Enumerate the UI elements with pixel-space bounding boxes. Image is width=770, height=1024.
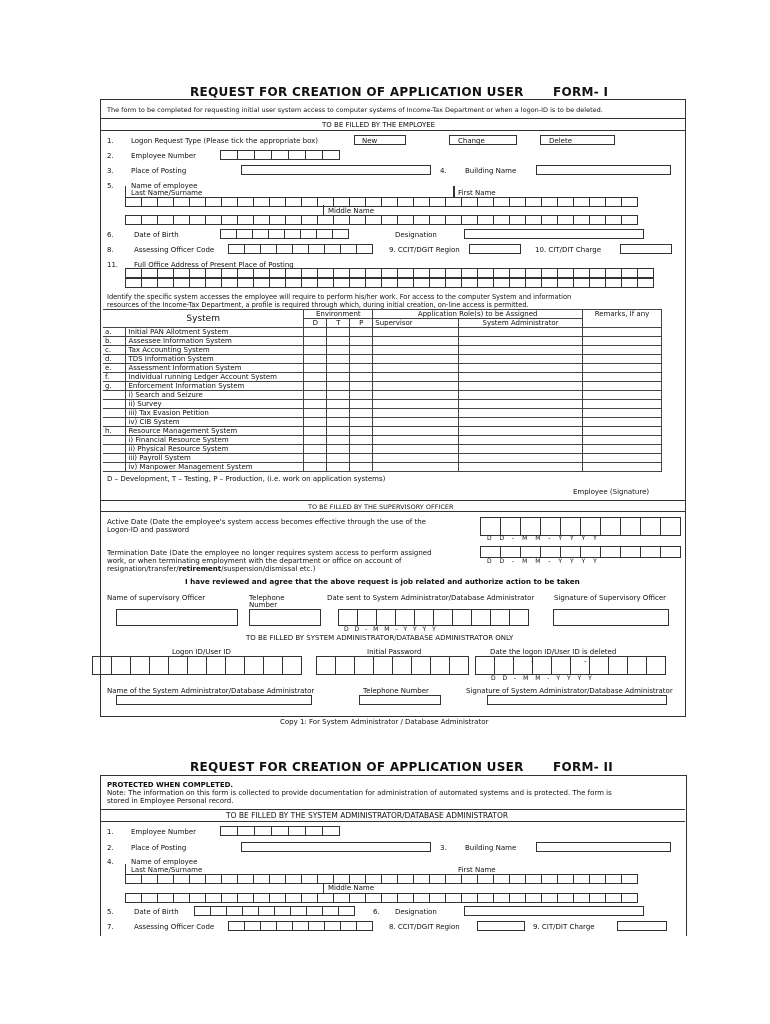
form1-number: FORM- I (553, 85, 609, 99)
env-p-cell[interactable] (350, 427, 373, 436)
sysadmin-cell[interactable] (459, 373, 583, 382)
termination-text-3b: retirement (178, 565, 222, 573)
form2-cit-label: 9. CIT/DIT Charge (533, 923, 595, 931)
f3-num: 3. (107, 167, 114, 175)
termination-date-cells[interactable] (480, 546, 681, 558)
form2-designation-input[interactable] (464, 906, 644, 916)
date-deleted-label: Date the logon ID/User ID is deleted (490, 648, 617, 656)
new-option-label: New (362, 137, 378, 145)
sysadmin-cell[interactable] (459, 355, 583, 364)
form2-designation-label: Designation (395, 908, 437, 916)
form2-ao-code-cells[interactable] (228, 921, 373, 931)
system-letter (103, 409, 126, 418)
system-name: i) Financial Resource System (126, 436, 304, 445)
supervisor-signature-box[interactable] (553, 609, 669, 626)
env-p-cell[interactable] (350, 454, 373, 463)
system-row (103, 364, 662, 373)
supervisor-phone-input[interactable] (249, 609, 321, 626)
form2-building-input[interactable] (536, 842, 671, 852)
termination-date-format: D D - M M - Y Y Y Y (487, 558, 597, 565)
form2-middle-name-label: Middle Name (328, 884, 374, 892)
env-t-cell[interactable] (327, 436, 350, 445)
env-p-cell[interactable] (350, 409, 373, 418)
sysadmin-cell[interactable] (459, 328, 583, 337)
system-col-header: System (103, 310, 304, 328)
env-d-cell[interactable] (304, 445, 327, 454)
form2-place-input[interactable] (241, 842, 431, 852)
place-of-posting-label: Place of Posting (131, 167, 187, 175)
date-of-birth-label: Date of Birth (134, 231, 179, 239)
system-letter: b. (103, 337, 126, 346)
system-name: Tax Accounting System (126, 346, 304, 355)
f2-4-num: 4. (107, 858, 114, 866)
supervisor-name-input[interactable] (116, 609, 238, 626)
change-option-label: Change (458, 137, 485, 145)
system-row (103, 328, 662, 337)
env-t-cell[interactable] (327, 382, 350, 391)
sysadmin-cell[interactable] (459, 382, 583, 391)
termination-text-1: Termination Date (Date the employee no longer requires system access to perform assigned (107, 549, 432, 557)
employee-signature-label: Employee (Signature) (573, 488, 650, 496)
system-access-table (103, 309, 662, 472)
system-letter: c. (103, 346, 126, 355)
env-p-cell[interactable] (350, 328, 373, 337)
protected-label: PROTECTED WHEN COMPLETED. (107, 781, 234, 789)
sysadmin-cell[interactable] (459, 445, 583, 454)
copy-note: Copy 1: For System Administrator / Database Administrator (280, 718, 489, 726)
form2-last-name-cells[interactable] (125, 874, 638, 884)
env-p-cell[interactable] (350, 364, 373, 373)
system-row (103, 418, 662, 427)
env-d-cell[interactable] (304, 418, 327, 427)
env-d-cell[interactable] (304, 373, 327, 382)
system-letter (103, 418, 126, 427)
env-d-header: D (304, 319, 327, 328)
date-sent-label: Date sent to System Administrator/Database Administrator (327, 594, 535, 602)
env-d-cell[interactable] (304, 463, 327, 472)
form2-number: FORM- II (553, 760, 614, 774)
env-p-cell[interactable] (350, 382, 373, 391)
system-name: iv) CIB System (126, 418, 304, 427)
form2-name-label: Name of employee (131, 858, 198, 866)
system-row (103, 400, 662, 409)
env-t-cell[interactable] (327, 328, 350, 337)
remarks-cell[interactable] (583, 328, 662, 337)
date-deleted-format: D D - M M - Y Y Y Y (491, 675, 592, 682)
f5-num: 5. (107, 182, 114, 190)
system-row (103, 355, 662, 364)
env-t-cell[interactable] (327, 409, 350, 418)
form2-cit-input[interactable] (617, 921, 667, 931)
sysadmin-cell[interactable] (459, 427, 583, 436)
system-name: ii) Physical Resource System (126, 445, 304, 454)
employee-number-label: Employee Number (131, 152, 197, 160)
admin-name-label: Name of the System Administrator/Database Administrator (107, 687, 315, 695)
termination-text-3a: resignation/transfer/ (107, 565, 179, 573)
supervisor-name-label: Name of supervisory Officer (107, 594, 206, 602)
admin-name-input[interactable] (116, 695, 312, 705)
system-letter (103, 400, 126, 409)
initial-password-cells[interactable] (316, 656, 469, 675)
system-row (103, 463, 662, 472)
system-row (103, 409, 662, 418)
employee-name-label: Name of employee (131, 182, 198, 190)
first-name-label: First Name (458, 189, 496, 197)
system-letter: d. (103, 355, 126, 364)
env-p-cell[interactable] (350, 436, 373, 445)
env-d-cell[interactable] (304, 409, 327, 418)
system-name: ii) Survey (126, 400, 304, 409)
designation-label: Designation (395, 231, 437, 239)
env-p-cell[interactable] (350, 418, 373, 427)
env-t-header: T (327, 319, 350, 328)
sysadmin-cell[interactable] (459, 400, 583, 409)
cit-charge-input[interactable] (620, 244, 672, 254)
designation-input[interactable] (464, 229, 644, 239)
env-d-cell[interactable] (304, 337, 327, 346)
remarks-cell[interactable] (583, 382, 662, 391)
date-deleted-dash-1: - (531, 658, 534, 666)
sysadmin-cell[interactable] (459, 454, 583, 463)
env-d-cell[interactable] (304, 436, 327, 445)
active-date-format: D D - M M - Y Y Y Y (487, 535, 597, 542)
remarks-cell[interactable] (583, 373, 662, 382)
logon-id-cells[interactable] (92, 656, 302, 675)
supervisor-cell[interactable] (373, 400, 459, 409)
remarks-cell[interactable] (583, 364, 662, 373)
remarks-cell[interactable] (583, 418, 662, 427)
system-name: Individual running Ledger Account System (126, 373, 304, 382)
env-t-cell[interactable] (327, 355, 350, 364)
system-letter: g. (103, 382, 126, 391)
supervisor-cell[interactable] (373, 373, 459, 382)
form2-first-name-label: First Name (458, 866, 496, 874)
supervisor-phone-label-2: Number (249, 601, 278, 609)
environment-col-header: Environment (304, 310, 373, 319)
assessing-officer-code-label: Assessing Officer Code (134, 246, 215, 254)
system-letter (103, 454, 126, 463)
assessing-officer-code-cells[interactable] (228, 244, 373, 254)
system-letter (103, 391, 126, 400)
last-name-cells[interactable] (125, 197, 638, 207)
form2-dob-label: Date of Birth (134, 908, 179, 916)
env-t-cell[interactable] (327, 373, 350, 382)
system-name: iii) Payroll System (126, 454, 304, 463)
office-address-cells-2[interactable] (125, 278, 654, 288)
form2-employee-number-label: Employee Number (131, 828, 197, 836)
building-name-input[interactable] (536, 165, 671, 175)
f2-3-num: 3. (440, 844, 447, 852)
logon-request-type-label: Logon Request Type (Please tick the appropriate box) (131, 137, 319, 145)
supervisor-cell[interactable] (373, 355, 459, 364)
env-d-cell[interactable] (304, 346, 327, 355)
supervisor-cell[interactable] (373, 346, 459, 355)
system-name: Assessment Information System (126, 364, 304, 373)
f4-num: 4. (440, 167, 447, 175)
form2-last-name-label: Last Name/Surname (131, 866, 203, 874)
system-row (103, 373, 662, 382)
env-p-cell[interactable] (350, 445, 373, 454)
form1-intro: The form to be completed for requesting initial user system access to computer systems of Income-Tax Department or when a logon-ID is to be deleted. (107, 106, 603, 114)
system-letter: a. (103, 328, 126, 337)
office-address-cells-1[interactable] (125, 268, 654, 278)
last-name-label: Last Name/Surname (131, 189, 203, 197)
sysadmin-cell[interactable] (459, 463, 583, 472)
f2-6-num: 6. (373, 908, 380, 916)
system-name: Assessee Information System (126, 337, 304, 346)
env-p-cell[interactable] (350, 355, 373, 364)
roles-col-header: Application Role(s) to be Assigned (373, 310, 583, 319)
admin-section-header: TO BE FILLED BY SYSTEM ADMINISTRATOR/DATABASE ADMINISTRATOR ONLY (246, 634, 514, 642)
form2-admin-header: TO BE FILLED BY THE SYSTEM ADMINISTRATOR/DATABASE ADMINISTRATOR (226, 811, 509, 820)
remarks-cell[interactable] (583, 400, 662, 409)
system-row (103, 445, 662, 454)
system-row (103, 382, 662, 391)
sysadmin-cell[interactable] (459, 409, 583, 418)
remarks-cell[interactable] (583, 346, 662, 355)
termination-text-2: work, or when terminating employment with the department or office on account of (107, 557, 402, 565)
supervisor-cell[interactable] (373, 382, 459, 391)
f1-num: 1. (107, 137, 114, 145)
date-deleted-dash-2: - (584, 658, 587, 666)
identify-text-2: resources of the Income-Tax Department, a profile is required through which, during initial creation, on-line access is permitted. (107, 301, 529, 309)
employee-number-cells[interactable] (220, 150, 340, 160)
logon-id-label: Logon ID/User ID (172, 648, 231, 656)
env-d-cell[interactable] (304, 427, 327, 436)
supervisor-cell[interactable] (373, 328, 459, 337)
f6-num: 6. (107, 231, 114, 239)
sysadmin-cell[interactable] (459, 391, 583, 400)
sysadmin-cell[interactable] (459, 337, 583, 346)
env-t-cell[interactable] (327, 364, 350, 373)
env-d-cell[interactable] (304, 364, 327, 373)
env-t-cell[interactable] (327, 463, 350, 472)
form2-employee-number-cells[interactable] (220, 826, 340, 836)
system-row (103, 391, 662, 400)
remarks-cell[interactable] (583, 427, 662, 436)
supervisor-cell[interactable] (373, 364, 459, 373)
env-d-cell[interactable] (304, 382, 327, 391)
supervisor-cell[interactable] (373, 418, 459, 427)
f2-5-num: 5. (107, 908, 114, 916)
system-letter (103, 463, 126, 472)
form2-dob-cells[interactable] (194, 906, 355, 916)
active-date-text-2: Logon-ID and password (107, 526, 190, 534)
form2-building-label: Building Name (465, 844, 517, 852)
termination-text-3 (107, 565, 315, 573)
env-t-cell[interactable] (327, 346, 350, 355)
system-letter: h. (103, 427, 126, 436)
form2-note-2: stored in Employee Personal record. (107, 797, 234, 805)
supervisor-cell[interactable] (373, 463, 459, 472)
env-t-cell[interactable] (327, 337, 350, 346)
sysadmin-cell[interactable] (459, 418, 583, 427)
form2-ao-code-label: Assessing Officer Code (134, 923, 215, 931)
supervisor-cell[interactable] (373, 454, 459, 463)
sysadmin-cell[interactable] (459, 364, 583, 373)
supervisor-phone-label-1: Telephone (249, 594, 285, 602)
supervisor-col-header: Supervisor (373, 319, 459, 328)
form2-title: REQUEST FOR CREATION OF APPLICATION USER (190, 760, 524, 774)
admin-signature-box[interactable] (487, 695, 667, 705)
sysadmin-cell[interactable] (459, 436, 583, 445)
remarks-cell[interactable] (583, 445, 662, 454)
sysadmin-cell[interactable] (459, 346, 583, 355)
env-d-cell[interactable] (304, 355, 327, 364)
cit-charge-label: 10. CIT/DIT Charge (535, 246, 602, 254)
form2-note-1: Note: The information on this form is collected to provide documentation for administration of automated systems and is protected. The form is (107, 789, 612, 797)
system-name: iii) Tax Evasion Petition (126, 409, 304, 418)
supervisor-cell[interactable] (373, 436, 459, 445)
env-p-cell[interactable] (350, 337, 373, 346)
env-t-cell[interactable] (327, 427, 350, 436)
f2-7-num: 7. (107, 923, 114, 931)
active-date-text-1: Active Date (Date the employee's system access becomes effective through the use of the (107, 518, 426, 526)
f2-1-num: 1. (107, 828, 114, 836)
system-row (103, 337, 662, 346)
system-name: Initial PAN Allotment System (126, 328, 304, 337)
system-letter (103, 445, 126, 454)
identify-text-1: Identify the specific system accesses the employee will require to perform his/her work. For access to the computer System and information (107, 293, 572, 301)
env-d-cell[interactable] (304, 328, 327, 337)
f8-num: 8. (107, 246, 114, 254)
remarks-cell[interactable] (583, 409, 662, 418)
supervisor-signature-label: Signature of Supervisory Officer (554, 594, 667, 602)
date-of-birth-cells[interactable] (220, 229, 349, 239)
form1-title: REQUEST FOR CREATION OF APPLICATION USER (190, 85, 524, 99)
env-p-header: P (350, 319, 373, 328)
initial-password-label: Initial Password (367, 648, 422, 656)
remarks-cell[interactable] (583, 463, 662, 472)
form2-ccit-input[interactable] (477, 921, 525, 931)
system-letter: e. (103, 364, 126, 373)
env-p-cell[interactable] (350, 346, 373, 355)
system-letter (103, 436, 126, 445)
form2-place-label: Place of Posting (131, 844, 187, 852)
ccit-region-input[interactable] (469, 244, 521, 254)
remarks-col-header: Remarks, If any (583, 310, 662, 328)
system-row (103, 427, 662, 436)
admin-phone-input[interactable] (359, 695, 441, 705)
env-p-cell[interactable] (350, 373, 373, 382)
env-t-cell[interactable] (327, 454, 350, 463)
system-row (103, 436, 662, 445)
termination-text-3c: /suspension/dismissal etc.) (221, 565, 316, 573)
env-t-cell[interactable] (327, 418, 350, 427)
supervisor-section-header: TO BE FILLED BY THE SUPERVISORY OFFICER (308, 503, 454, 511)
sysadmin-col-header: System Administrator (459, 319, 583, 328)
admin-signature-label: Signature of System Administrator/Database Administrator (466, 687, 673, 695)
env-p-cell[interactable] (350, 400, 373, 409)
active-date-cells[interactable] (480, 517, 681, 536)
remarks-cell[interactable] (583, 337, 662, 346)
env-p-cell[interactable] (350, 463, 373, 472)
env-t-cell[interactable] (327, 391, 350, 400)
f2-2-num: 2. (107, 844, 114, 852)
form2-middle-name-cells[interactable] (125, 893, 638, 903)
remarks-cell[interactable] (583, 391, 662, 400)
supervisor-cell[interactable] (373, 409, 459, 418)
delete-option-label: Delete (549, 137, 572, 145)
system-name: TDS Information System (126, 355, 304, 364)
remarks-cell[interactable] (583, 454, 662, 463)
remarks-cell[interactable] (583, 355, 662, 364)
system-name: iv) Manpower Management System (126, 463, 304, 472)
middle-name-cells[interactable] (125, 215, 638, 225)
supervisor-cell[interactable] (373, 445, 459, 454)
review-statement: I have reviewed and agree that the above request is job related and authorize action to be taken (185, 577, 580, 586)
supervisor-cell[interactable] (373, 337, 459, 346)
date-sent-format: D D - M M - Y Y Y Y (344, 626, 436, 633)
office-address-label: Full Office Address of Present Place of Posting (134, 261, 294, 269)
env-t-cell[interactable] (327, 400, 350, 409)
date-deleted-cells[interactable] (475, 656, 666, 675)
env-p-cell[interactable] (350, 391, 373, 400)
place-of-posting-input[interactable] (241, 165, 431, 175)
middle-name-label: Middle Name (328, 207, 374, 215)
env-t-cell[interactable] (327, 445, 350, 454)
remarks-cell[interactable] (583, 436, 662, 445)
system-name: Enforcement Information System (126, 382, 304, 391)
system-row (103, 346, 662, 355)
f11-num: 11. (107, 261, 119, 269)
system-name: Resource Management System (126, 427, 304, 436)
environment-legend: D – Development, T – Testing, P – Production, (i.e. work on application systems) (107, 475, 386, 483)
admin-phone-label: Telephone Number (363, 687, 429, 695)
system-row (103, 454, 662, 463)
env-d-cell[interactable] (304, 454, 327, 463)
supervisor-cell[interactable] (373, 391, 459, 400)
system-name: i) Search and Seizure (126, 391, 304, 400)
employee-section-header: TO BE FILLED BY THE EMPLOYEE (322, 121, 436, 129)
env-d-cell[interactable] (304, 391, 327, 400)
date-sent-cells[interactable] (338, 609, 529, 626)
ccit-region-label: 9. CCIT/DGIT Region (389, 246, 460, 254)
form2-ccit-label: 8. CCIT/DGIT Region (389, 923, 460, 931)
f2-num: 2. (107, 152, 114, 160)
building-name-label: Building Name (465, 167, 517, 175)
supervisor-cell[interactable] (373, 427, 459, 436)
env-d-cell[interactable] (304, 400, 327, 409)
system-letter: f. (103, 373, 126, 382)
